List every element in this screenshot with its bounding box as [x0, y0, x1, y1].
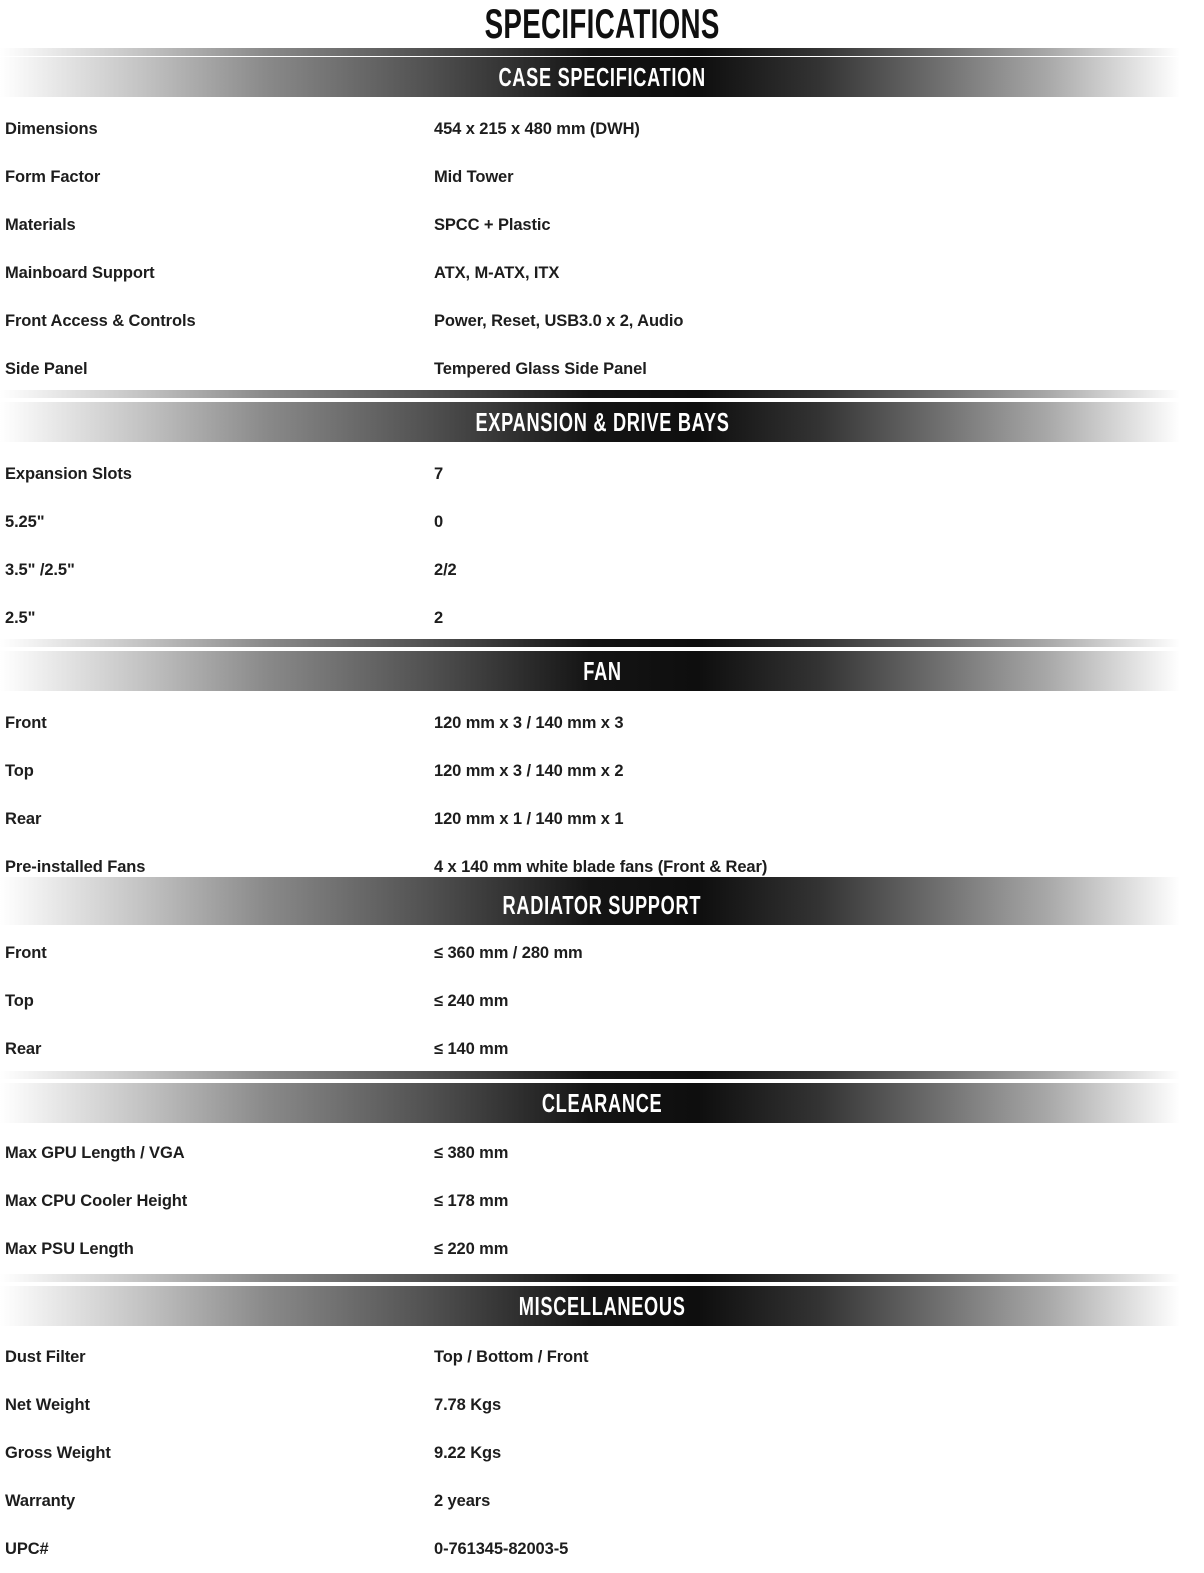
spec-label: 5.25" [5, 512, 45, 531]
section-radiator-support [0, 877, 1204, 1073]
spec-row [0, 594, 1204, 642]
spec-value: ATX, M-ATX, ITX [434, 263, 560, 282]
spec-row [0, 1177, 1204, 1225]
spec-row [0, 1025, 1204, 1073]
spec-rows [0, 1333, 1204, 1573]
spec-value: ≤ 220 mm [434, 1239, 509, 1258]
spec-label: Dust Filter [5, 1347, 86, 1366]
spec-label: Pre-installed Fans [5, 857, 146, 876]
spec-row [0, 1225, 1204, 1273]
spec-value: Top / Bottom / Front [434, 1347, 589, 1366]
spec-row [0, 747, 1204, 795]
spec-value: Power, Reset, USB3.0 x 2, Audio [434, 311, 684, 330]
spec-label: Mainboard Support [5, 263, 155, 282]
spec-row [0, 297, 1204, 345]
spec-label: Front Access & Controls [5, 311, 196, 330]
spec-value: 120 mm x 3 / 140 mm x 2 [434, 761, 624, 780]
section-header-bar [0, 1083, 1204, 1123]
spec-value: ≤ 140 mm [434, 1039, 509, 1058]
spec-value: 4 x 140 mm white blade fans (Front & Rear) [434, 857, 768, 876]
spec-row [0, 345, 1204, 393]
spec-label: Form Factor [5, 167, 101, 186]
spec-row [0, 153, 1204, 201]
spec-value: 2 [434, 608, 444, 627]
spec-label: Gross Weight [5, 1443, 111, 1462]
section-fan [0, 639, 1204, 891]
section-divider-strip [0, 1071, 1204, 1079]
spec-rows [0, 699, 1204, 891]
spec-value: 454 x 215 x 480 mm (DWH) [434, 119, 640, 138]
section-header-title: FAN [582, 655, 622, 686]
spec-label: 2.5" [5, 608, 36, 627]
spec-label: Expansion Slots [5, 464, 132, 483]
spec-label: Max CPU Cooler Height [5, 1191, 188, 1210]
spec-row [0, 1525, 1204, 1573]
section-header-title: MISCELLANEOUS [518, 1290, 686, 1321]
spec-value: ≤ 240 mm [434, 991, 509, 1010]
spec-value: SPCC + Plastic [434, 215, 551, 234]
spec-label: Front [5, 713, 47, 732]
section-header-bar [0, 651, 1204, 691]
spec-value: 0-761345-82003-5 [434, 1539, 569, 1558]
section-case-specification [0, 48, 1204, 393]
spec-rows [0, 450, 1204, 642]
spec-value: Mid Tower [434, 167, 514, 186]
spec-label: 3.5" /2.5" [5, 560, 75, 579]
spec-row [0, 546, 1204, 594]
spec-value: Tempered Glass Side Panel [434, 359, 647, 378]
spec-row [0, 929, 1204, 977]
spec-row [0, 1381, 1204, 1429]
spec-row [0, 699, 1204, 747]
spec-value: 0 [434, 512, 444, 531]
spec-value: ≤ 360 mm / 280 mm [434, 943, 583, 962]
page-title: SPECIFICATIONS [484, 0, 720, 47]
spec-row [0, 1333, 1204, 1381]
spec-label: Top [5, 991, 34, 1010]
section-header-bar [0, 885, 1204, 925]
section-header-title: CASE SPECIFICATION [498, 61, 706, 92]
spec-value: ≤ 178 mm [434, 1191, 509, 1210]
section-miscellaneous [0, 1274, 1204, 1573]
section-divider-strip [0, 639, 1204, 647]
spec-row [0, 249, 1204, 297]
section-divider-strip [0, 877, 1204, 885]
spec-row [0, 795, 1204, 843]
section-divider-strip [0, 390, 1204, 398]
spec-value: 120 mm x 1 / 140 mm x 1 [434, 809, 624, 828]
spec-row [0, 1129, 1204, 1177]
section-header-title: RADIATOR SUPPORT [502, 889, 702, 920]
spec-value: ≤ 380 mm [434, 1143, 509, 1162]
section-header-bar [0, 402, 1204, 442]
spec-value: 7 [434, 464, 444, 483]
section-clearance [0, 1071, 1204, 1273]
spec-value: 120 mm x 3 / 140 mm x 3 [434, 713, 624, 732]
spec-row [0, 1429, 1204, 1477]
spec-label: Side Panel [5, 359, 88, 378]
spec-label: Max GPU Length / VGA [5, 1143, 185, 1162]
section-header-bar [0, 57, 1204, 97]
spec-value: 2 years [434, 1491, 491, 1510]
spec-label: Rear [5, 1039, 42, 1058]
spec-label: Materials [5, 215, 76, 234]
spec-value: 7.78 Kgs [434, 1395, 502, 1414]
spec-label: Front [5, 943, 47, 962]
spec-label: Warranty [5, 1491, 76, 1510]
spec-row [0, 450, 1204, 498]
spec-value: 9.22 Kgs [434, 1443, 502, 1462]
section-header-title: EXPANSION & DRIVE BAYS [474, 406, 730, 437]
spec-label: UPC# [5, 1539, 49, 1558]
spec-rows [0, 105, 1204, 393]
spec-row [0, 498, 1204, 546]
spec-label: Rear [5, 809, 42, 828]
spec-rows [0, 929, 1204, 1073]
spec-label: Max PSU Length [5, 1239, 134, 1258]
spec-label: Top [5, 761, 34, 780]
section-divider-strip [0, 1274, 1204, 1282]
spec-label: Net Weight [5, 1395, 90, 1414]
spec-row [0, 201, 1204, 249]
page-title-wrap [0, 0, 1204, 48]
spec-value: 2/2 [434, 560, 457, 579]
section-expansion-drive-bays [0, 390, 1204, 642]
section-header-title: CLEARANCE [541, 1087, 663, 1118]
spec-rows [0, 1129, 1204, 1273]
section-divider-strip [0, 48, 1204, 56]
spec-label: Dimensions [5, 119, 98, 138]
section-header-bar [0, 1286, 1204, 1326]
spec-row [0, 1477, 1204, 1525]
spec-row [0, 977, 1204, 1025]
spec-row [0, 105, 1204, 153]
